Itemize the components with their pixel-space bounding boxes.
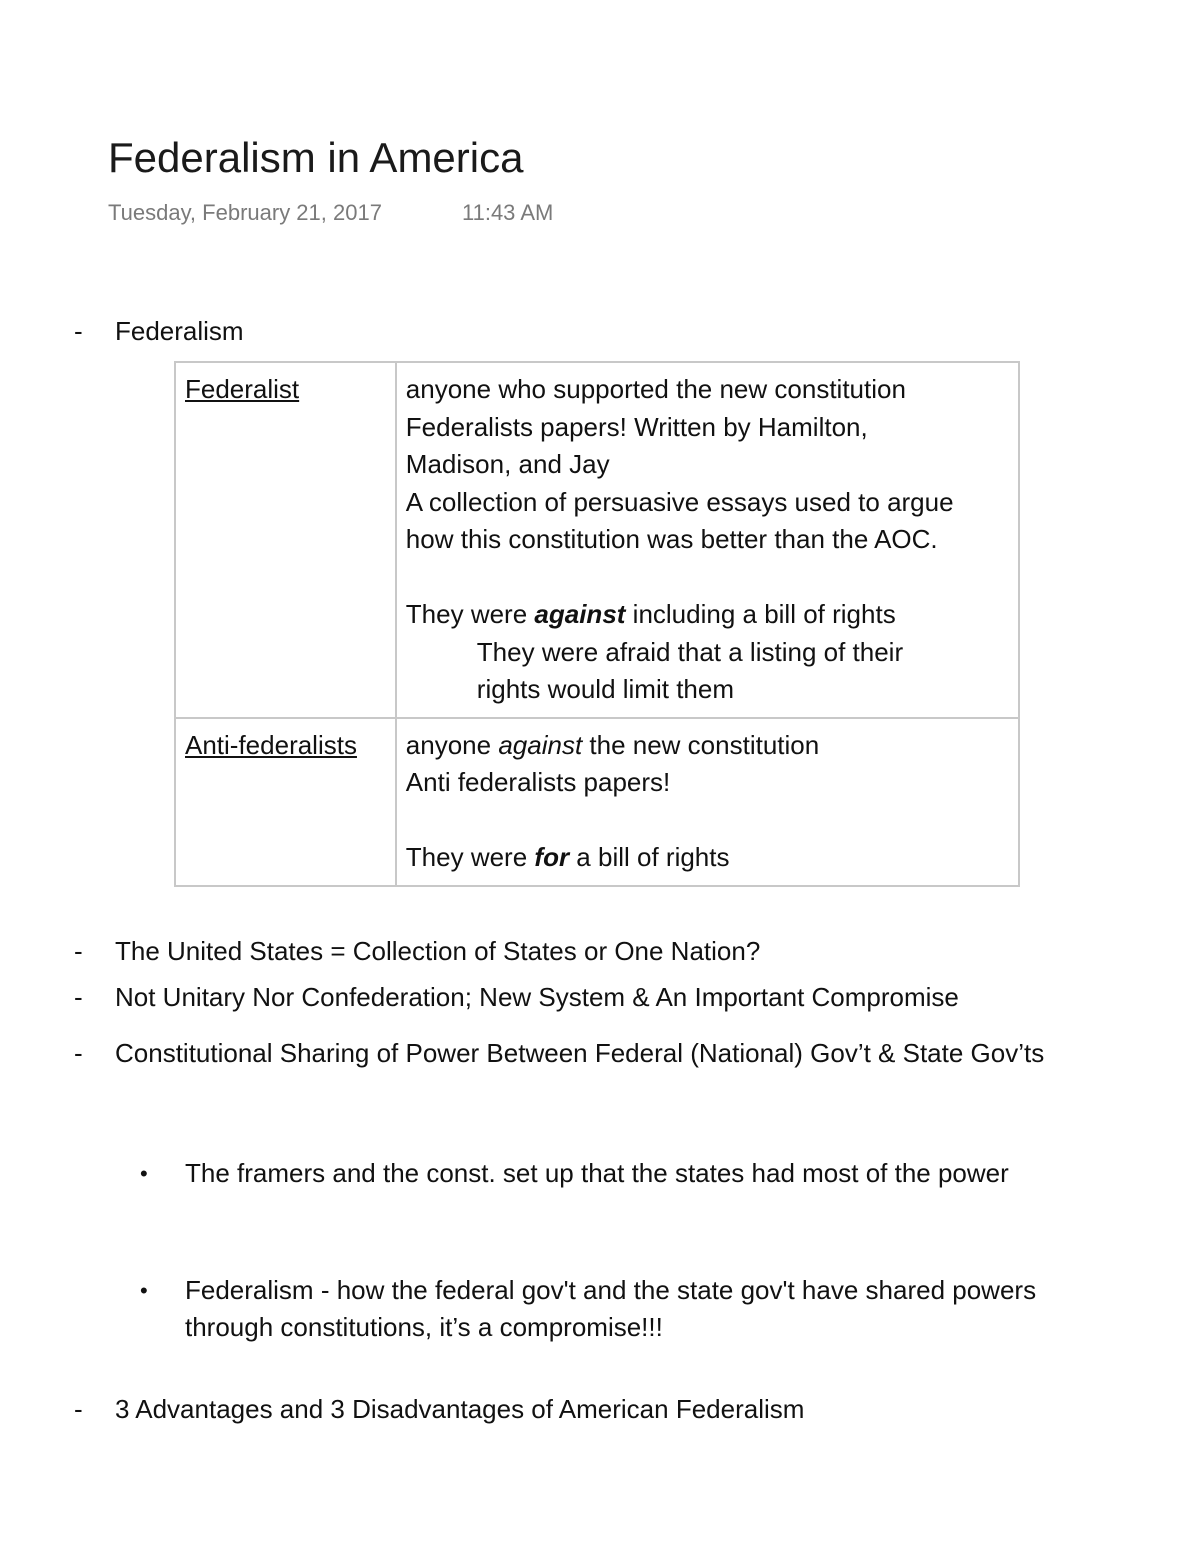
text-run: They were [405, 599, 535, 629]
definition-line-indented: They were afraid that a listing of their [476, 636, 904, 667]
term-anti-federalists: Anti-federalists [185, 729, 357, 760]
dash-marker: - [74, 1038, 83, 1068]
definition-line: Madison, and Jay [405, 449, 610, 479]
federalist-comparison-table [174, 361, 1020, 887]
emphasis-against: against [498, 729, 583, 760]
outline-item-constitutional-sharing: Constitutional Sharing of Power Between Federal (National) Gov’t & State Gov’ts [115, 1038, 1045, 1068]
definition-line [406, 727, 1009, 765]
definition-line: anyone who supported the new constitution [405, 374, 906, 404]
note-time: 11:43 AM [462, 200, 554, 225]
text-run: including a bill of rights [625, 599, 896, 629]
emphasis-against: against [534, 599, 626, 629]
page-title: Federalism in America [108, 134, 524, 181]
dash-marker: - [74, 1394, 83, 1424]
blank-line [406, 559, 1009, 597]
table-cell-definition [396, 362, 1019, 718]
outline-item-united-states: The United States = Collection of States or One Nation? [115, 936, 761, 966]
sub-item-federalism-definition: Federalism - how the federal gov't and the state gov't have shared powers through constitutions, it’s a compromise!!! [185, 1275, 1037, 1342]
definition-line: Anti federalists papers! [405, 767, 671, 797]
table-row [175, 718, 1019, 886]
outline-item-federalism: Federalism [115, 316, 244, 346]
definition-line [406, 839, 1009, 877]
definition-line-indented: rights would limit them [476, 674, 734, 704]
blank-line [406, 802, 1009, 840]
bullet-marker: • [140, 1161, 148, 1186]
table-cell-term [175, 718, 396, 886]
term-federalist: Federalist [185, 374, 300, 404]
table-cell-definition [396, 718, 1019, 886]
outline-item-not-unitary: Not Unitary Nor Confederation; New System & An Important Compromise [115, 982, 959, 1012]
sub-item-framers: The framers and the const. set up that the states had most of the power [185, 1158, 1009, 1188]
text-run: anyone [405, 729, 499, 760]
table-cell-term [175, 362, 396, 718]
table-row [175, 362, 1019, 718]
dash-marker: - [74, 982, 83, 1012]
outline-item-advantages: 3 Advantages and 3 Disadvantages of American Federalism [115, 1394, 805, 1424]
text-run: a bill of rights [569, 842, 730, 872]
emphasis-for: for [534, 842, 570, 872]
definition-line: how this constitution was better than the AOC. [405, 524, 938, 554]
definition-line: Federalists papers! Written by Hamilton, [405, 411, 868, 442]
text-run: the new constitution [582, 729, 820, 760]
dash-marker: - [74, 936, 83, 966]
definition-line: A collection of persuasive essays used to argue [405, 486, 954, 517]
dash-marker: - [74, 316, 83, 346]
definition-line [406, 596, 1009, 634]
note-date: Tuesday, February 21, 2017 [108, 200, 382, 225]
bullet-marker: • [140, 1278, 148, 1303]
text-run: They were [405, 842, 535, 872]
